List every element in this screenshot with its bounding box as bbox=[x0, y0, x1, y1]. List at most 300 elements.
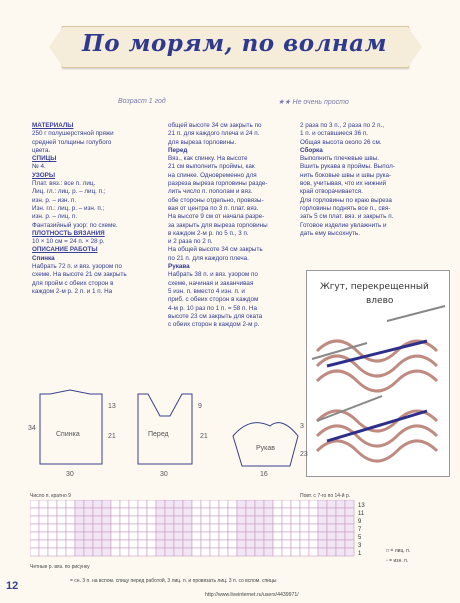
chart-cell bbox=[345, 508, 354, 516]
chart-cell bbox=[75, 524, 84, 532]
chart-cell bbox=[156, 548, 165, 556]
text-line: на спинке. Одновременно для bbox=[168, 171, 257, 179]
chart-cell bbox=[291, 524, 300, 532]
subheading: Сборка bbox=[300, 146, 323, 154]
chart-cell bbox=[228, 540, 237, 548]
chart-cell bbox=[246, 516, 255, 524]
text-line: 5 изн. п. вместо 4 изн. п. и bbox=[168, 287, 245, 295]
chart-cell bbox=[327, 532, 336, 540]
chart-cell bbox=[318, 508, 327, 516]
section-heading: ПЛОТНОСТЬ ВЯЗАНИЯ bbox=[32, 229, 105, 237]
chart-row-number: 7 bbox=[358, 527, 362, 533]
sleeve-width: 16 bbox=[260, 471, 268, 478]
chart-cell bbox=[264, 524, 273, 532]
chart-cell bbox=[273, 508, 282, 516]
chart-cell bbox=[309, 548, 318, 556]
chart-cell bbox=[165, 508, 174, 516]
chart-cell bbox=[246, 548, 255, 556]
chart-cell bbox=[219, 548, 228, 556]
chart-cell bbox=[111, 500, 120, 508]
text-line: общей высоте 34 см закрыть по bbox=[168, 122, 262, 129]
chart-cell bbox=[192, 540, 201, 548]
chart-cell bbox=[345, 540, 354, 548]
chart-cell bbox=[228, 548, 237, 556]
chart-cell bbox=[219, 508, 228, 516]
chart-cell bbox=[210, 500, 219, 508]
chart-caption-right: Повт. с 7-го по 14-й р. bbox=[300, 493, 351, 499]
chart-cell bbox=[111, 508, 120, 516]
chart-cell bbox=[336, 508, 345, 516]
chart-cell bbox=[138, 508, 147, 516]
chart-cell bbox=[48, 516, 57, 524]
chart-cell bbox=[273, 516, 282, 524]
chart-cell bbox=[327, 548, 336, 556]
chart-row-number: 3 bbox=[358, 543, 362, 549]
chart-cell bbox=[336, 524, 345, 532]
chart-cell bbox=[318, 532, 327, 540]
chart-cell bbox=[174, 540, 183, 548]
front-side-height: 21 bbox=[200, 433, 208, 440]
legend-knit: □ = лиц. п. bbox=[386, 548, 411, 554]
chart-cell bbox=[120, 548, 129, 556]
chart-cell bbox=[237, 548, 246, 556]
chart-cell bbox=[129, 516, 138, 524]
chart-cell bbox=[66, 540, 75, 548]
chart-cell bbox=[255, 516, 264, 524]
chart-cell bbox=[327, 516, 336, 524]
chart-cell bbox=[318, 516, 327, 524]
chart-caption-left: Число п. кратно 9 bbox=[30, 493, 71, 499]
chart-cell bbox=[183, 516, 192, 524]
chart-cell bbox=[174, 524, 183, 532]
chart-cell bbox=[282, 500, 291, 508]
front-label: Перед bbox=[148, 431, 169, 438]
text-line: На общей высоте 34 см закрыть bbox=[168, 246, 263, 254]
chart-cell bbox=[57, 500, 66, 508]
chart-cell bbox=[111, 524, 120, 532]
text-line: Готовое изделие увлажнить и bbox=[300, 221, 387, 229]
section-heading: ОПИСАНИЕ РАБОТЫ bbox=[32, 246, 98, 254]
chart-cell bbox=[210, 548, 219, 556]
chart-cell bbox=[336, 532, 345, 540]
chart-cell bbox=[156, 524, 165, 532]
text-line: Вяз., как спинку. На высоте bbox=[168, 155, 248, 163]
page-title: По морям, по волнам bbox=[82, 30, 387, 57]
chart-cell bbox=[327, 500, 336, 508]
text-line: Для горловины по краю выреза bbox=[300, 196, 392, 204]
chart-cell bbox=[300, 524, 309, 532]
chart-cell bbox=[228, 508, 237, 516]
chart-cell bbox=[219, 516, 228, 524]
chart-cell bbox=[183, 532, 192, 540]
chart-cell bbox=[66, 500, 75, 508]
cable-legend: = сн. 3 п. на вспом. спицу перед работой, 3 лиц. п. и провязать лиц. 3 п. со вспом. спицы bbox=[70, 578, 277, 584]
subheading: Рукава bbox=[168, 263, 190, 271]
chart-cell bbox=[318, 524, 327, 532]
chart-cell bbox=[201, 516, 210, 524]
chart-cell bbox=[57, 548, 66, 556]
chart-cell bbox=[183, 508, 192, 516]
text-line: лить число п. пополам и вяз. bbox=[168, 188, 253, 196]
chart-cell bbox=[129, 540, 138, 548]
chart-cell bbox=[48, 508, 57, 516]
chart-cell bbox=[300, 500, 309, 508]
chart-cell bbox=[300, 548, 309, 556]
chart-cell bbox=[102, 516, 111, 524]
chart-cell bbox=[102, 508, 111, 516]
text-line: 4-м р. 10 раз по 1 п. = 58 п. На bbox=[168, 304, 257, 312]
front-width: 30 bbox=[160, 471, 168, 478]
chart-cell bbox=[246, 540, 255, 548]
chart-cell bbox=[30, 532, 39, 540]
section-heading: СПИЦЫ bbox=[32, 155, 57, 163]
chart-cell bbox=[273, 500, 282, 508]
text-line: Изн. гл.: лиц. р. – изн. п.; bbox=[32, 204, 105, 212]
chart-cell bbox=[228, 516, 237, 524]
text-line: изн. р. – лиц. п. bbox=[32, 213, 78, 221]
chart-cell bbox=[57, 540, 66, 548]
chart-cell bbox=[192, 500, 201, 508]
chart-cell bbox=[66, 516, 75, 524]
star-icon: ★★ bbox=[278, 99, 291, 106]
text-line: 1 п. и оставшиеся 36 п. bbox=[300, 130, 369, 138]
chart-cell bbox=[138, 532, 147, 540]
chart-cell bbox=[111, 532, 120, 540]
chart-cell bbox=[48, 524, 57, 532]
chart-cell bbox=[120, 524, 129, 532]
chart-cell bbox=[174, 532, 183, 540]
text-line: цвета. bbox=[32, 146, 51, 154]
chart-cell bbox=[93, 524, 102, 532]
chart-cell bbox=[30, 548, 39, 556]
chart-cell bbox=[246, 532, 255, 540]
chart-cell bbox=[273, 540, 282, 548]
chart-cell bbox=[30, 508, 39, 516]
neck-depth: 9 bbox=[198, 403, 202, 410]
chart-cell bbox=[30, 500, 39, 508]
text-line: Набрать 38 п. и вяз. узором по bbox=[168, 271, 258, 279]
chart-cell bbox=[255, 500, 264, 508]
text-line: Общая высота около 26 см. bbox=[300, 138, 382, 146]
chart-cell bbox=[39, 540, 48, 548]
text-line: Набрать 72 п. и вяз. узором по bbox=[32, 263, 122, 271]
chart-cell bbox=[183, 540, 192, 548]
chart-cell bbox=[48, 500, 57, 508]
chart-cell bbox=[84, 548, 93, 556]
chart-cell bbox=[147, 508, 156, 516]
chart-cell bbox=[318, 500, 327, 508]
chart-cell bbox=[129, 548, 138, 556]
chart-cell bbox=[102, 532, 111, 540]
chart-cell bbox=[201, 508, 210, 516]
chart-cell bbox=[264, 548, 273, 556]
chart-cell bbox=[255, 524, 264, 532]
pattern-schematics bbox=[20, 376, 310, 486]
chart-cell bbox=[309, 524, 318, 532]
sleeve-label: Рукав bbox=[256, 445, 275, 452]
chart-cell bbox=[327, 540, 336, 548]
text-line: схеме. На высоте 21 см закрыть bbox=[32, 271, 127, 279]
chart-cell bbox=[147, 524, 156, 532]
chart-cell bbox=[111, 548, 120, 556]
chart-cell bbox=[84, 508, 93, 516]
back-width: 30 bbox=[66, 471, 74, 478]
chart-cell bbox=[273, 548, 282, 556]
chart-cell bbox=[93, 508, 102, 516]
chart-cell bbox=[156, 516, 165, 524]
chart-cell bbox=[300, 508, 309, 516]
chart-cell bbox=[219, 532, 228, 540]
chart-cell bbox=[39, 524, 48, 532]
chart-cell bbox=[75, 500, 84, 508]
chart-cell bbox=[174, 516, 183, 524]
text-line: в каждом 2-м р. по 5 п., 3 п. bbox=[168, 229, 249, 237]
text-line: Плат. вяз.: все п. лиц. bbox=[32, 180, 96, 188]
back-piece bbox=[40, 390, 102, 464]
chart-cell bbox=[57, 508, 66, 516]
chart-cell bbox=[156, 540, 165, 548]
chart-cell bbox=[75, 508, 84, 516]
text-line: каждом 2-м р. 2 п. и 1 п. На bbox=[32, 287, 113, 295]
chart-cell bbox=[246, 508, 255, 516]
chart-cell bbox=[120, 516, 129, 524]
chart-cell bbox=[345, 532, 354, 540]
text-line: высоте 23 см закрыть для оката bbox=[168, 312, 263, 320]
chart-cell bbox=[255, 532, 264, 540]
chart-cell bbox=[138, 524, 147, 532]
subheading: Перед bbox=[168, 146, 188, 154]
chart-cell bbox=[210, 508, 219, 516]
chart-cell bbox=[264, 508, 273, 516]
chart-cell bbox=[210, 540, 219, 548]
text-line: и 2 раза по 2 п. bbox=[168, 238, 213, 246]
text-line: край отворачивается. bbox=[300, 188, 363, 196]
text-line: обе стороны отдельно, провязы- bbox=[168, 196, 264, 204]
text-line: по 21 п. для каждого плеча. bbox=[168, 254, 249, 262]
chart-cell bbox=[75, 540, 84, 548]
chart-cell bbox=[309, 532, 318, 540]
armhole-height: 13 bbox=[108, 403, 116, 410]
chart-cell bbox=[84, 516, 93, 524]
chart-cell bbox=[111, 516, 120, 524]
column-3 bbox=[300, 122, 448, 238]
source-url: http://www.liveinternet.ru/users/4439971/ bbox=[205, 592, 299, 598]
chart-cell bbox=[120, 500, 129, 508]
chart-cell bbox=[147, 500, 156, 508]
chart-cell bbox=[291, 540, 300, 548]
chart-cell bbox=[138, 548, 147, 556]
chart-cell bbox=[300, 540, 309, 548]
text-line: для выреза горловины. bbox=[168, 138, 237, 146]
chart-cell bbox=[48, 532, 57, 540]
chart-cell bbox=[183, 524, 192, 532]
chart-row-number: 5 bbox=[358, 535, 362, 541]
chart-cell bbox=[273, 524, 282, 532]
chart-cell bbox=[129, 532, 138, 540]
text-line: Выполнить плечевые швы. bbox=[300, 155, 380, 163]
chart-cell bbox=[228, 500, 237, 508]
chart-cell bbox=[129, 524, 138, 532]
chart-cell bbox=[174, 508, 183, 516]
chart-cell bbox=[291, 532, 300, 540]
text-line: разреза выреза горловины разде- bbox=[168, 180, 268, 188]
text-line: зать 5 см плат. вяз. и закрыть п. bbox=[300, 213, 394, 221]
text-line: 250 г полушерстяной пряжи bbox=[32, 130, 114, 138]
chart-cell bbox=[192, 524, 201, 532]
chart-cell bbox=[39, 500, 48, 508]
chart-cell bbox=[192, 548, 201, 556]
chart-row-number: 11 bbox=[358, 511, 365, 517]
chart-cell bbox=[66, 532, 75, 540]
chart-cell bbox=[201, 524, 210, 532]
chart-cell bbox=[147, 532, 156, 540]
chart-cell bbox=[84, 540, 93, 548]
chart-cell bbox=[75, 532, 84, 540]
chart-cell bbox=[345, 500, 354, 508]
chart-cell bbox=[210, 532, 219, 540]
chart-cell bbox=[264, 540, 273, 548]
chart-cell bbox=[48, 548, 57, 556]
back-label: Спинка bbox=[56, 431, 80, 438]
text-line: вая от центра по 3 п. плат. вяз. bbox=[168, 204, 259, 212]
chart-cell bbox=[282, 524, 291, 532]
chart-cell bbox=[237, 508, 246, 516]
chart-cell bbox=[66, 508, 75, 516]
chart-cell bbox=[120, 508, 129, 516]
chart-cell bbox=[147, 548, 156, 556]
chart-cell bbox=[165, 548, 174, 556]
text-line: 21 п. для каждого плеча и 24 п. bbox=[168, 130, 260, 138]
chart-cell bbox=[318, 548, 327, 556]
chart-cell bbox=[345, 516, 354, 524]
sleeve-cap-height: 3 bbox=[300, 423, 304, 430]
chart-cell bbox=[84, 500, 93, 508]
chart-cell bbox=[93, 516, 102, 524]
chart-cell bbox=[57, 516, 66, 524]
text-line: вов, учитывая, что их нижний bbox=[300, 180, 387, 188]
chart-cell bbox=[273, 532, 282, 540]
chart-cell bbox=[165, 524, 174, 532]
chart-cell bbox=[57, 524, 66, 532]
text-line: Фантазийный узор: по схеме. bbox=[32, 221, 118, 229]
chart-cell bbox=[156, 508, 165, 516]
text-line: с обеих сторон в каждом 2-м р. bbox=[168, 321, 260, 329]
chart-cell bbox=[210, 516, 219, 524]
chart-cell bbox=[138, 500, 147, 508]
chart-cell bbox=[57, 532, 66, 540]
text-line: средней толщины голубого bbox=[32, 138, 112, 146]
column-1 bbox=[32, 122, 160, 296]
chart-cell bbox=[282, 540, 291, 548]
text-line: приб. с обеих сторон в каждом bbox=[168, 296, 259, 304]
text-line: за закрыть для выреза горловины bbox=[168, 221, 268, 229]
chart-cell bbox=[93, 500, 102, 508]
text-line: № 4. bbox=[32, 163, 46, 171]
chart-cell bbox=[318, 540, 327, 548]
chart-cell bbox=[174, 548, 183, 556]
chart-cell bbox=[66, 524, 75, 532]
chart-cell bbox=[327, 524, 336, 532]
chart-cell bbox=[300, 532, 309, 540]
chart-cell bbox=[264, 500, 273, 508]
chart-cell bbox=[129, 508, 138, 516]
chart-cell bbox=[165, 540, 174, 548]
text-line: для пройм с обеих сторон в bbox=[32, 279, 114, 287]
chart-cell bbox=[309, 508, 318, 516]
column-2 bbox=[168, 122, 292, 329]
chart-cell bbox=[345, 524, 354, 532]
chart-cell bbox=[282, 532, 291, 540]
chart-cell bbox=[210, 524, 219, 532]
chart-cell bbox=[264, 532, 273, 540]
chart-cell bbox=[129, 500, 138, 508]
chart-cell bbox=[156, 532, 165, 540]
chart-row-number: 13 bbox=[358, 503, 365, 509]
chart-cell bbox=[237, 500, 246, 508]
chart-cell bbox=[165, 532, 174, 540]
chart-cell bbox=[39, 548, 48, 556]
chart-cell bbox=[138, 516, 147, 524]
diagram-title-2: влево bbox=[366, 296, 394, 306]
section-heading: МАТЕРИАЛЫ bbox=[32, 122, 74, 129]
chart-cell bbox=[102, 548, 111, 556]
chart-cell bbox=[282, 516, 291, 524]
chart-cell bbox=[39, 516, 48, 524]
chart-cell bbox=[255, 540, 264, 548]
chart-cell bbox=[165, 500, 174, 508]
chart-cell bbox=[336, 548, 345, 556]
text-line: горловины поднять все п., свя- bbox=[300, 204, 391, 212]
chart-cell bbox=[201, 532, 210, 540]
chart-cell bbox=[192, 532, 201, 540]
text-line: На высоте 9 см от начала разре- bbox=[168, 213, 265, 221]
chart-cell bbox=[192, 508, 201, 516]
chart-cell bbox=[264, 516, 273, 524]
chart-cell bbox=[75, 516, 84, 524]
text-line: дать ему высохнуть. bbox=[300, 229, 360, 237]
chart-cell bbox=[336, 516, 345, 524]
chart-cell bbox=[120, 540, 129, 548]
chart-cell bbox=[120, 532, 129, 540]
chart-cell bbox=[183, 500, 192, 508]
front-piece bbox=[138, 394, 192, 464]
chart-cell bbox=[291, 516, 300, 524]
chart-cell bbox=[138, 540, 147, 548]
chart-cell bbox=[102, 500, 111, 508]
chart-cell bbox=[30, 524, 39, 532]
chart-cell bbox=[237, 524, 246, 532]
chart-cell bbox=[174, 500, 183, 508]
chart-cell bbox=[201, 500, 210, 508]
chart-cell bbox=[309, 500, 318, 508]
chart-cell bbox=[39, 532, 48, 540]
chart-cell bbox=[291, 500, 300, 508]
chart-cell bbox=[246, 500, 255, 508]
chart-cell bbox=[192, 516, 201, 524]
chart-cell bbox=[237, 516, 246, 524]
chart-cell bbox=[327, 508, 336, 516]
chart-cell bbox=[309, 540, 318, 548]
section-heading: УЗОРЫ bbox=[32, 171, 56, 179]
chart-cell bbox=[93, 548, 102, 556]
chart-cell bbox=[309, 516, 318, 524]
chart-cell bbox=[183, 548, 192, 556]
chart-cell bbox=[84, 524, 93, 532]
chart-cell bbox=[336, 500, 345, 508]
chart-cell bbox=[165, 516, 174, 524]
text-line: нить боковые швы и швы рука- bbox=[300, 171, 392, 179]
chart-cell bbox=[336, 540, 345, 548]
